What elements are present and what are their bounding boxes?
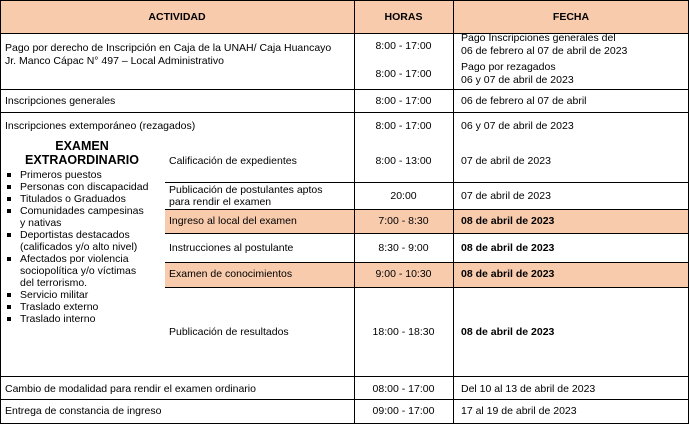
category-item: sociopolítica y/o víctimas	[20, 265, 137, 277]
grid-line	[165, 262, 689, 263]
grid-line	[165, 209, 689, 210]
grid-line	[0, 89, 689, 90]
category-item: Comunidades campesinas	[0, 205, 164, 217]
grid-line	[453, 0, 454, 424]
examen-horas: 9:00 - 10:30	[375, 268, 432, 280]
grid-line	[0, 399, 689, 400]
generales-fecha: 06 de febrero al 07 de abril	[461, 95, 587, 107]
resultados-fecha: 08 de abril de 2023	[461, 326, 555, 338]
instrucciones-horas: 8:30 - 9:00	[378, 242, 429, 254]
instrucciones-actividad: Instrucciones al postulante	[169, 242, 294, 254]
pago-fecha-2a: Pago por rezagados	[461, 61, 556, 73]
grid-line	[165, 182, 689, 183]
extraordinario-title-line-1: EXAMEN	[55, 139, 109, 153]
grid-line	[0, 112, 689, 113]
category-item: Servicio militar	[0, 289, 164, 301]
grid-line	[0, 0, 689, 1]
generales-actividad: Inscripciones generales	[5, 95, 116, 107]
publicacion-aptos-actividad-1: Publicación de postulantes aptos	[169, 184, 323, 196]
resultados-actividad: Publicación de resultados	[169, 326, 289, 338]
category-item: Deportistas destacados	[0, 229, 164, 241]
extemporaneo-fecha: 06 y 07 de abril de 2023	[461, 120, 574, 132]
header-horas: HORAS	[384, 11, 423, 23]
ingreso-horas: 7:00 - 8:30	[378, 215, 429, 227]
category-item: Traslado externo	[0, 301, 164, 313]
resultados-horas: 18:00 - 18:30	[372, 326, 435, 338]
cambio-fecha: Del 10 al 13 de abril de 2023	[461, 383, 596, 395]
extemporaneo-horas: 8:00 - 17:00	[375, 120, 432, 132]
cambio-horas: 08:00 - 17:00	[372, 383, 435, 395]
pago-fecha-1a: Pago Inscripciones generales del	[461, 32, 616, 44]
grid-line	[165, 233, 689, 234]
publicacion-aptos-actividad-2: para rendir el examen	[169, 196, 272, 208]
category-item: del terrorismo.	[20, 277, 88, 289]
category-item: Primeros puestos	[0, 169, 164, 181]
pago-horas-2: 8:00 - 17:00	[375, 68, 432, 80]
pago-fecha-2b: 06 y 07 de abril de 2023	[461, 74, 574, 86]
category-item: Titulados o Graduados	[0, 193, 164, 205]
publicacion-aptos-horas: 20:00	[390, 190, 417, 202]
category-item: Traslado interno	[0, 313, 164, 325]
pago-actividad-line-1: Pago por derecho de Inscripción en Caja de la UNAH/ Caja Huancayo	[5, 42, 332, 54]
pago-horas-1: 8:00 - 17:00	[375, 40, 432, 52]
calificacion-fecha: 07 de abril de 2023	[461, 155, 551, 167]
calificacion-horas: 8:00 - 13:00	[375, 155, 432, 167]
extraordinario-title-line-2: EXTRAORDINARIO	[25, 153, 139, 167]
instrucciones-fecha: 08 de abril de 2023	[461, 242, 555, 254]
extemporaneo-actividad: Inscripciones extemporáneo (rezagados)	[5, 120, 196, 132]
calificacion-actividad: Calificación de expedientes	[169, 155, 297, 167]
constancia-fecha: 17 al 19 de abril de 2023	[461, 405, 577, 417]
grid-line	[354, 0, 355, 424]
examen-actividad: Examen de conocimientos	[169, 268, 293, 280]
constancia-horas: 09:00 - 17:00	[372, 405, 435, 417]
header-actividad: ACTIVIDAD	[148, 11, 206, 23]
generales-horas: 8:00 - 17:00	[375, 95, 432, 107]
category-item: (calificados y/o alto nivel)	[20, 241, 138, 253]
header-fecha: FECHA	[552, 11, 590, 23]
ingreso-actividad: Ingreso al local del examen	[169, 215, 297, 227]
ingreso-fecha: 08 de abril de 2023	[461, 215, 555, 227]
publicacion-aptos-fecha: 07 de abril de 2023	[461, 190, 551, 202]
constancia-actividad: Entrega de constancia de ingreso	[5, 405, 162, 417]
grid-line	[0, 376, 689, 377]
pago-actividad-line-2: Jr. Manco Cápac N° 497 – Local Administrativo	[5, 55, 224, 67]
extraordinario-category-list	[0, 169, 164, 325]
examen-fecha: 08 de abril de 2023	[461, 268, 555, 280]
cambio-actividad: Cambio de modalidad para rendir el examen ordinario	[5, 383, 256, 395]
category-item: Personas con discapacidad	[0, 181, 164, 193]
category-item: y nativas	[20, 217, 62, 229]
category-item: Afectados por violencia	[0, 253, 164, 265]
grid-line	[165, 287, 689, 288]
pago-fecha-1b: 06 de febrero al 07 de abril de 2023	[461, 45, 628, 57]
